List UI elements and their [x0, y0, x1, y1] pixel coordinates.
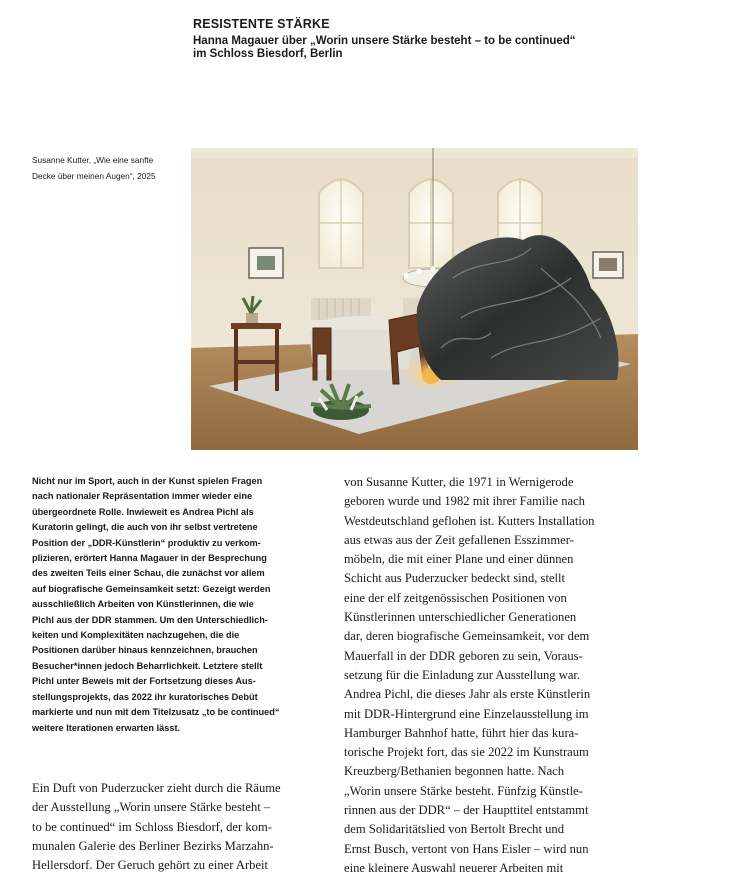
body-line: dar, deren biografische Gemeinsamkeit, vor dem [344, 629, 590, 644]
body-column-left [32, 779, 332, 875]
body-line: torische Projekt fort, das sie 2022 im Kunstraum [344, 745, 589, 760]
subtitle-line: Hanna Magauer über „Worin unsere Stärke besteht – to be continued“ [193, 35, 576, 47]
lead-line: nach nationaler Repräsentation immer wieder eine [32, 491, 253, 502]
photo-caption [32, 152, 182, 184]
lead-line: auf biografische Gemeinsamkeit setzt: Gezeigt werden [32, 583, 271, 594]
body-line: „Worin unsere Stärke besteht. Fünfzig Künstle- [344, 783, 583, 798]
article-subtitle [193, 35, 653, 61]
lead-line: Kuratorin gelingt, die auch von ihr selbst vertretene [32, 522, 258, 533]
body-line: to be continued“ im Schloss Biesdorf, der kom- [32, 819, 272, 834]
article-kicker: RESISTENTE STÄRKE [193, 17, 330, 31]
body-line: Hellersdorf. Der Geruch gehört zu einer Arbeit [32, 858, 269, 873]
lead-line: Nicht nur im Sport, auch in der Kunst spielen Fragen [32, 476, 263, 486]
lead-line: Pichl unter Beweis mit der Fortsetzung dieses Aus- [32, 676, 256, 687]
lead-line: stellungsprojekts, das 2022 ihr kuratorisches Debüt [32, 691, 258, 702]
lead-line: plizieren, erörtert Hanna Magauer in der Besprechung [32, 553, 267, 564]
body-line: setzung für die Einladung zur Ausstellung war. [344, 667, 581, 682]
body-line: Ein Duft von Puderzucker zieht durch die Räume [32, 781, 281, 795]
lead-line: Positionen darüber hinaus kennzeichnen, brauchen [32, 645, 258, 656]
lead-line: übergeordnete Rolle. Inwieweit es Andrea Pichl als [32, 506, 254, 517]
lead-line: markierte und nun mit dem Titelzusatz „to be continued“ [32, 707, 280, 718]
caption-line: Decke über meinen Augen“, 2025 [32, 171, 156, 181]
lead-line: Besucher*innen jedoch Beharrlichkeit. Letztere stellt [32, 660, 263, 671]
body-line: mit DDR-Hintergrund eine Einzelausstellung im [344, 706, 589, 721]
body-line: dem Solidaritätslied von Bertolt Brecht und [344, 822, 565, 837]
body-line: Kreuzberg/Bethanien begonnen hatte. Nach [344, 764, 565, 779]
lead-line: Pichl aus der DDR stammen. Um den Unterschiedlich- [32, 614, 268, 625]
installation-photo [191, 148, 638, 450]
body-line: Hamburger Bahnhof hatte, führt hier das kura- [344, 725, 579, 740]
lead-line: Position der „DDR-Künstlerin“ produktiv zu verkom- [32, 537, 261, 548]
article-header [193, 17, 653, 61]
body-line: Andrea Pichl, die dieses Jahr als erste Künstlerin [344, 687, 591, 702]
lead-line: des zweiten Teils einer Schau, die zunächst vor allem [32, 568, 265, 579]
body-line: Westdeutschland geflohen ist. Kutters Installation [344, 513, 595, 528]
body-line: Schicht aus Puderzucker bedeckt sind, stellt [344, 571, 566, 586]
body-line: Ernst Busch, vertont von Hans Eisler – wird nun [344, 841, 589, 856]
body-line: von Susanne Kutter, die 1971 in Wernigerode [344, 475, 574, 489]
body-line: Künstlerinnen unterschiedlicher Generationen [344, 610, 577, 625]
body-line: rinnen aus der DDR“ – der Haupttitel entstammt [344, 803, 589, 818]
body-line: geboren wurde und 1982 mit ihrer Familie nach [344, 494, 585, 509]
body-line: möbeln, die mit einer Plane und einer dünnen [344, 552, 574, 567]
subtitle-line: im Schloss Biesdorf, Berlin [193, 48, 343, 60]
body-line: eine der elf zeitgenössischen Positionen von [344, 590, 567, 605]
lead-paragraph [32, 474, 324, 736]
body-line: der Ausstellung „Worin unsere Stärke besteht – [32, 800, 271, 815]
body-line: Mauerfall in der DDR geboren zu sein, Voraus- [344, 648, 583, 663]
lead-line: ausschließlich Arbeiten von Künstlerinnen, die wie [32, 599, 254, 610]
caption-line: Susanne Kutter, „Wie eine sanfte [32, 155, 154, 165]
body-column-right [344, 473, 644, 878]
body-line: eine kleinere Auswahl neuerer Arbeiten mit [344, 860, 564, 875]
body-line: aus etwas aus der Zeit gefallenen Esszimmer- [344, 532, 574, 547]
lead-line: keiten und Komplexitäten nachzugehen, die die [32, 630, 240, 641]
lead-line: weitere Iterationen erwarten lässt. [32, 722, 181, 733]
body-line: munalen Galerie des Berliner Bezirks Marzahn- [32, 838, 274, 853]
